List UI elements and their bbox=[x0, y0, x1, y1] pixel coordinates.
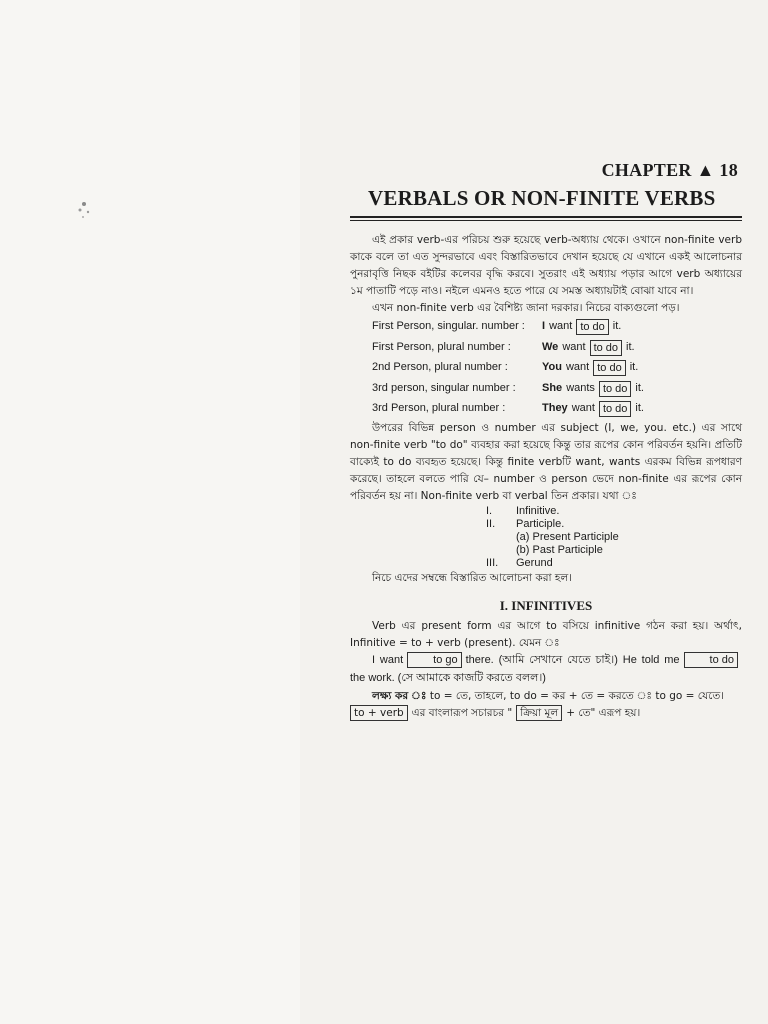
example-verb: want bbox=[549, 320, 573, 333]
example-row bbox=[350, 317, 742, 338]
boxed-infinitive: to do bbox=[593, 360, 625, 376]
formula-text: + তে" এরূপ হয়। bbox=[566, 707, 641, 720]
example-subject: You bbox=[542, 361, 562, 374]
section-heading: I. INFINITIVES bbox=[499, 598, 593, 614]
formula-line bbox=[350, 705, 742, 722]
list-text: Gerund bbox=[516, 557, 553, 570]
boxed-infinitive: to do bbox=[684, 652, 738, 668]
example-label: 2nd Person, plural number : bbox=[372, 361, 508, 374]
example-subject: They bbox=[542, 402, 568, 415]
blank-margin bbox=[0, 0, 300, 1024]
example-tail: it. bbox=[626, 340, 635, 353]
title-rule-thick bbox=[350, 216, 742, 218]
list-subitem: (b) Past Participle bbox=[516, 544, 603, 557]
example-label: First Person, singular. number : bbox=[372, 320, 525, 333]
intro-instruction: এখন non-finite verb এর বৈশিষ্ট্য জানা দরকার। নিচের বাক্যগুলো পড়। bbox=[372, 302, 680, 314]
example-row bbox=[350, 399, 742, 420]
example-verb: want bbox=[562, 340, 586, 353]
chapter-title: VERBALS OR NON-FINITE VERBS bbox=[368, 186, 716, 210]
example-subject: We bbox=[542, 340, 559, 353]
example-tail: it. bbox=[629, 361, 639, 374]
example-tail: it. bbox=[635, 402, 644, 415]
example-list bbox=[350, 317, 742, 420]
boxed-infinitive: to go bbox=[407, 652, 461, 668]
example-verb: want bbox=[565, 361, 590, 374]
intro-paragraph: এই প্রকার verb-এর পরিচয় শুরু হয়েছে verb-অধ্যায় থেকে। ওখানে non-finite verb কাকে বলে তা এত সুন্দরভাবে এবং বিস্তারিতভাবে দেখান হয়েছে যে এখানে একই আলোচনার পুনরাবৃত্তি নিছক বইটির কলেবর বৃদ্ধি করবে। সুতরাং এই অধ্যায় পড়ার আগে verb অধ্যায়ের ১ম পাতাটি পড়ে নাও। নইলে এমনও হতে পারে যে সমস্ত অধ্যায়টাই বোঝা যাবে না। bbox=[350, 234, 742, 297]
example-subject: I bbox=[542, 320, 546, 333]
example-row bbox=[350, 358, 742, 379]
list-number: I. bbox=[486, 504, 493, 517]
note-line bbox=[350, 688, 742, 705]
chapter-body bbox=[350, 232, 742, 722]
formula-text: এর বাংলারূপ সচারচর " bbox=[411, 707, 513, 720]
boxed-infinitive: to do bbox=[599, 381, 631, 397]
list-number: II. bbox=[486, 517, 496, 530]
example-tail: it. bbox=[635, 381, 644, 394]
boxed-formula: to + verb bbox=[350, 705, 408, 721]
example-text: there. (আমি সেখানে যেতে চাই।) He told me bbox=[465, 654, 680, 667]
example-label: First Person, plural number : bbox=[372, 340, 511, 353]
example-subject: She bbox=[542, 381, 563, 394]
boxed-infinitive: to do bbox=[599, 401, 631, 417]
list-item bbox=[486, 557, 742, 570]
example-label: 3rd person, singular number : bbox=[372, 381, 516, 394]
infinitive-definition: Verb এর present form এর আগে to বসিয়ে infinitive গঠন করা হয়। অর্থাৎ, Infinitive = to + verb (present). যেমন ঃ bbox=[350, 620, 742, 650]
book-page bbox=[350, 0, 742, 1024]
list-text: Infinitive. bbox=[516, 504, 560, 517]
infinitive-examples bbox=[350, 652, 742, 688]
verbal-types-list bbox=[350, 505, 742, 571]
note-text: to = তে, তাহলে, to do = কর + তে = করতে ঃ to go = যেতে। bbox=[429, 690, 724, 703]
boxed-infinitive: to do bbox=[576, 319, 608, 335]
title-rule-thin bbox=[350, 220, 742, 221]
boxed-infinitive: to do bbox=[590, 340, 622, 356]
example-text: the work. (সে আমাকে কাজটি করতে বলল।) bbox=[350, 672, 546, 685]
chapter-label: CHAPTER ▲ 18 bbox=[601, 160, 738, 180]
list-subitem: (a) Present Participle bbox=[516, 530, 619, 543]
boxed-formula: ক্রিয়া মূল bbox=[516, 705, 562, 721]
note-heading: লক্ষ্য কর ঃ bbox=[372, 690, 427, 703]
example-row bbox=[350, 379, 742, 400]
list-number: III. bbox=[486, 557, 499, 570]
example-row bbox=[350, 338, 742, 359]
details-note: নিচে এদের সম্বন্ধে বিস্তারিত আলোচনা করা হল। bbox=[372, 572, 573, 585]
example-verb: want bbox=[571, 402, 595, 415]
explanation-paragraph: উপরের বিভিন্ন person ও number এর subject (I, we, you. etc.) এর সাথে non-finite verb "to do" ব্যবহার করা হয়েছে কিন্তু তার রূপের কোন পরিবর্তন হয়নি। প্রতিটি বাক্যেই to do ব্যবহৃত হয়েছে। কিন্তু finite verbটি want, wants এরকম বিভিন্ন রূপধারণ করেছে। তাহলে বলতে পারি যে– number ও person ভেদে non-finite এর রূপের কোন পরিবর্তন হয় না। Non-finite verb বা verbal তিন প্রকার। যথা ঃ bbox=[350, 421, 742, 502]
list-item bbox=[486, 505, 742, 518]
example-text: I want bbox=[372, 654, 404, 667]
example-verb: wants bbox=[566, 381, 595, 394]
example-tail: it. bbox=[612, 320, 622, 333]
ink-speck bbox=[74, 196, 96, 222]
list-text: Participle. bbox=[516, 517, 565, 530]
list-item bbox=[486, 518, 742, 531]
example-label: 3rd Person, plural number : bbox=[372, 402, 506, 415]
